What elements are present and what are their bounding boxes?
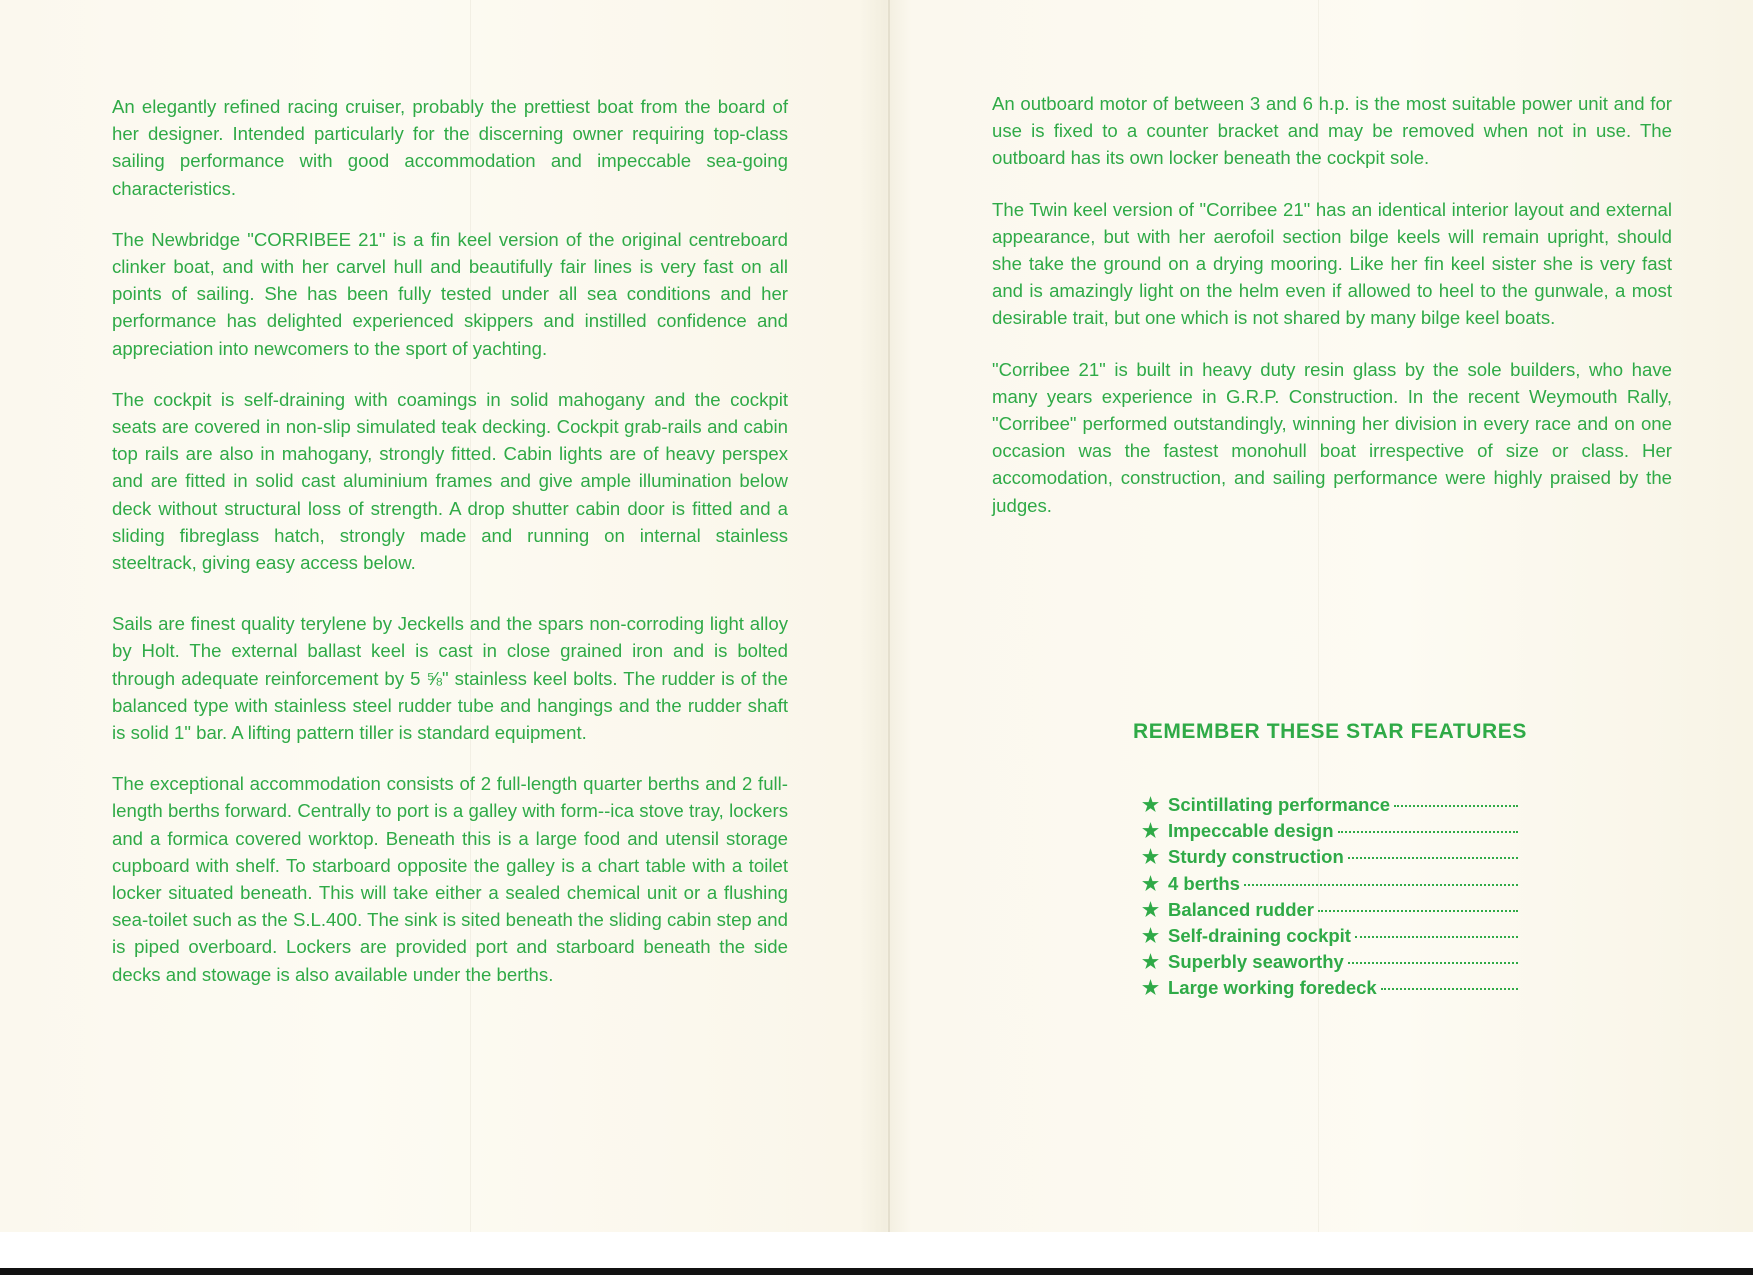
star-icon: ★ xyxy=(1142,795,1160,816)
twin-keel-paragraph: The Twin keel version of "Corribee 21" has an identical interior layout and external appearance, but with her aerofoil section bilge keels will remain upright, should she take the ground on a drying mooring. Like her fin keel sister she is very fast and is amazingly light on the helm even if allowed to heel to the gunwale, a most desirable trait, but one which is not shared by many bilge keel boats. xyxy=(992,198,1672,329)
feature-item xyxy=(1142,975,1518,1001)
fold-crease-center xyxy=(888,0,890,1232)
dotted-leader xyxy=(1355,936,1518,938)
feature-label: Sturdy construction xyxy=(1168,846,1344,868)
feature-item xyxy=(1142,949,1518,975)
feature-label: Impeccable design xyxy=(1168,820,1334,842)
star-icon: ★ xyxy=(1142,847,1160,869)
feature-item xyxy=(1142,871,1518,897)
left-page-column xyxy=(112,93,788,988)
feature-label: Superbly seaworthy xyxy=(1168,951,1344,973)
feature-label: Self-draining cockpit xyxy=(1168,925,1351,947)
scan-bottom-edge xyxy=(0,1232,1753,1275)
dotted-leader xyxy=(1348,857,1518,859)
intro-paragraph: An elegantly refined racing cruiser, probably the prettiest boat from the board of her designer. Intended particularly for the discerning owner requiring top-class sailing performance with good accommodation and impeccable sea-going characteristics. xyxy=(112,96,788,199)
scan-border xyxy=(0,1268,1753,1275)
accommodation-paragraph: The exceptional accommodation consists of 2 full-length quarter berths and 2 full-length berths forward. Centrally to port is a galley with form--ica stove tray, lockers and a formica covered worktop. Beneath this is a large food and utensil storage cupboard with shelf. To starboard opposite the galley is a chart table with a toilet locker situated beneath. This will take either a sealed chemical unit or a flushing sea-toilet such as the S.L.400. The sink is sited beneath the sliding cabin step and is piped overboard. Lockers are provided port and starboard beneath the side decks and stowage is also available under the berths. xyxy=(112,773,788,985)
feature-label: Balanced rudder xyxy=(1168,898,1314,920)
cockpit-paragraph: The cockpit is self-draining with coamings in solid mahogany and the cockpit seats are covered in non-slip simulated teak decking. Cockpit grab-rails and cabin top rails are also in mahogany, strongly fitted. Cabin lights are of heavy perspex and are fitted in solid cast aluminium frames and give ample illumination below deck without structural loss of strength. A drop shutter cabin door is fitted and a sliding fibreglass hatch, strongly made and running on internal stainless steeltrack, giving easy access below. xyxy=(112,388,788,574)
feature-label: Scintillating performance xyxy=(1168,794,1391,815)
builders-paragraph: "Corribee 21" is built in heavy duty resin glass by the sole builders, who have many years experience in G.R.P. Construction. In the recent Weymouth Rally, "Corribee" performed outstandingly, winning her division in every race and on one occasion was the fastest monohull boat irrespective of size or class. Her accomodation, construction, and sailing performance were highly praised by the judges. xyxy=(992,358,1672,516)
feature-item xyxy=(1142,792,1518,818)
outboard-paragraph: An outboard motor of between 3 and 6 h.p. is the most suitable power unit and for use is fixed to a counter bracket and may be removed when not in use. The outboard has its own locker beneath the cockpit sole. xyxy=(992,93,1672,169)
star-icon: ★ xyxy=(1142,978,1160,1000)
feature-item xyxy=(1142,844,1518,870)
star-icon: ★ xyxy=(1142,926,1160,948)
dotted-leader xyxy=(1318,910,1518,912)
star-icon: ★ xyxy=(1142,821,1160,843)
feature-item xyxy=(1142,897,1518,923)
feature-label: Large working foredeck xyxy=(1168,977,1377,999)
star-icon: ★ xyxy=(1142,873,1160,895)
dotted-leader xyxy=(1244,884,1518,886)
feature-item xyxy=(1142,818,1518,844)
features-heading: REMEMBER THESE STAR FEATURES xyxy=(1132,720,1528,743)
feature-item xyxy=(1142,923,1518,949)
features-list xyxy=(1142,792,1480,1002)
dotted-leader xyxy=(1394,805,1518,807)
sails-paragraph: Sails are finest quality terylene by Jeckells and the spars non-corroding light alloy by Holt. The external ballast keel is cast in close grained iron and is bolted through adequate reinforcement by 5 ⅝" stainless keel bolts. The rudder is of the balanced type with stainless steel rudder tube and hangings and the rudder shaft is solid 1" bar. A lifting pattern tiller is standard equipment. xyxy=(112,613,788,744)
dotted-leader xyxy=(1338,831,1518,833)
feature-label: 4 berths xyxy=(1168,872,1240,894)
fin-keel-paragraph: The Newbridge "CORRIBEE 21" is a fin keel version of the original centreboard clinker boat, and with her carvel hull and beautifully fair lines is very fast on all points of sailing. She has been fully tested under all sea conditions and her performance has delighted experienced skippers and instilled confidence and appreciation into newcomers to the sport of yachting. xyxy=(112,228,788,359)
star-features-box xyxy=(1100,720,1528,1002)
dotted-leader xyxy=(1381,988,1518,990)
right-page-column xyxy=(992,90,1672,519)
dotted-leader xyxy=(1348,962,1518,964)
star-icon: ★ xyxy=(1142,899,1160,921)
star-icon: ★ xyxy=(1142,952,1160,974)
